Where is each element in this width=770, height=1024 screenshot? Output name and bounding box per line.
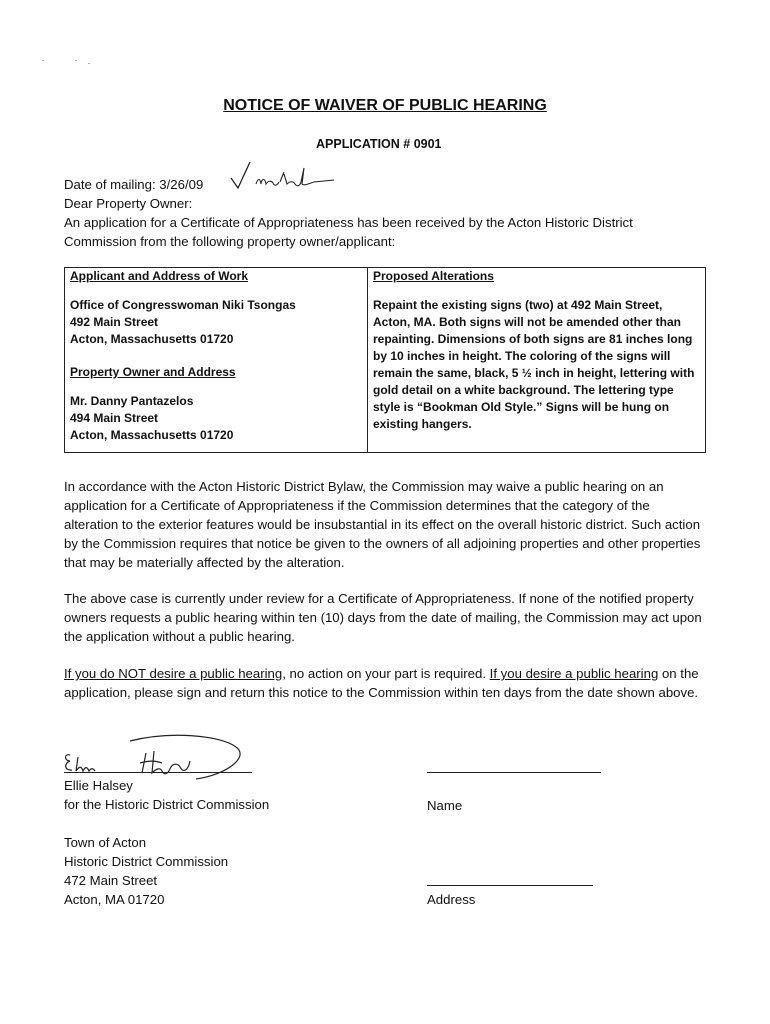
applicant-line: Acton, Massachusetts 01720 — [70, 332, 234, 346]
instructions-paragraph — [64, 664, 704, 702]
application-table — [64, 267, 706, 453]
signer-role: for the Historic District Commission — [64, 797, 270, 812]
applicant-cell — [65, 268, 368, 453]
applicant-header: Applicant and Address of Work — [70, 269, 249, 283]
alterations-text: Repaint the existing signs (two) at 492 Main Street, Acton, MA. Both signs will not be amended other than repainting. Dimensions of both signs are 81 inches long by 10 inches in height. The coloring of the signs will remain the same, black, 5 ½ inch in height, lettering with gold detail on a white background. The lettering type style is “Bookman Old Style.” Signs will be hung on existing hangers. — [373, 298, 695, 431]
signature-line — [64, 772, 252, 773]
review-paragraph: The above case is currently under review for a Certificate of Appropriateness. If none of the notified property owners requests a public hearing within ten (10) days from the date of mailing, the Commission may act upon the application without a public hearing. — [64, 591, 702, 644]
hearing-phrase: If you desire a public hearing — [489, 666, 659, 681]
owner-header: Property Owner and Address — [70, 365, 236, 379]
scan-speck — [42, 60, 44, 61]
applicant-line: 492 Main Street — [70, 315, 159, 329]
address-field-label: Address — [427, 892, 476, 907]
application-number: APPLICATION # 0901 — [316, 137, 442, 151]
name-field-label: Name — [427, 798, 463, 813]
return-address-line: Acton, MA 01720 — [64, 892, 165, 907]
owner-line: 494 Main Street — [70, 411, 159, 425]
address-field-line[interactable] — [427, 885, 593, 886]
alterations-cell — [368, 268, 706, 453]
bylaw-paragraph: In accordance with the Acton Historic District Bylaw, the Commission may waive a public hearing on an application for a Certificate of Appropriateness if the Commission determines that the category of the alteration to the exterior features would be insubstantial in its effect on the overall historic district. Such action by the Commission requires that notice be given to the owners of all adjoining properties and other properties that may be materially affected by the alteration. — [64, 479, 701, 570]
date-of-mailing: Date of mailing: 3/26/09 — [64, 177, 204, 192]
intro-paragraph: An application for a Certificate of Appropriateness has been received by the Acton Historic District Commission from the following property owner/applicant: — [64, 215, 633, 249]
owner-line: Acton, Massachusetts 01720 — [70, 428, 234, 442]
return-address-line: Historic District Commission — [64, 854, 229, 869]
name-field-line[interactable] — [427, 772, 601, 773]
return-address-line: 472 Main Street — [64, 873, 158, 888]
signer-name: Ellie Halsey — [64, 778, 133, 793]
scan-speck — [88, 63, 90, 64]
instructions-text: , no action on your part is required. — [282, 666, 490, 681]
alterations-header: Proposed Alterations — [373, 269, 494, 283]
no-hearing-phrase: If you do NOT desire a public hearing — [64, 666, 283, 681]
document-title: NOTICE OF WAIVER OF PUBLIC HEARING — [223, 97, 547, 114]
scan-speck — [75, 60, 77, 61]
return-address-line: Town of Acton — [64, 835, 147, 850]
handwritten-mailed-annotation — [228, 160, 348, 194]
owner-line: Mr. Danny Pantazelos — [70, 394, 194, 408]
applicant-line: Office of Congresswoman Niki Tsongas — [70, 298, 296, 312]
salutation: Dear Property Owner: — [64, 196, 193, 211]
instructions-text: on the application, please sign and return this notice to the Commission within ten days from the date shown above. — [64, 666, 699, 700]
